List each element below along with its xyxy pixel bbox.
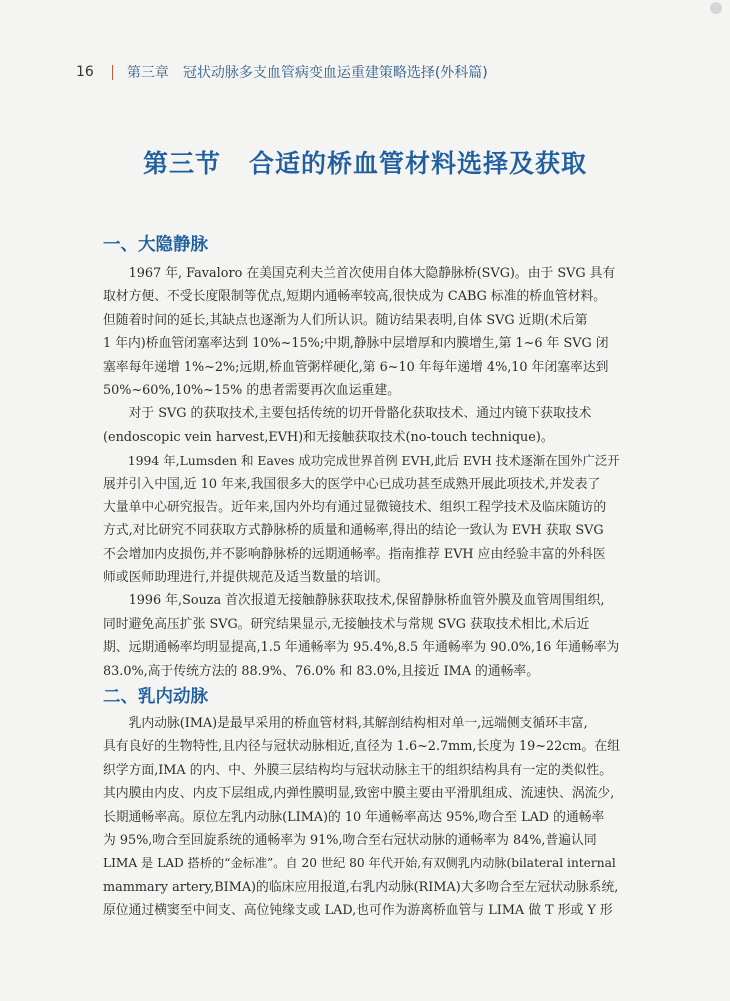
- subsection-heading-great-saphenous-vein: 一、大隐静脉: [103, 235, 208, 255]
- section-number: 第三节: [142, 149, 221, 178]
- text-line: 1996 年,Souza 首次报道无接触静脉获取技术,保留静脉桥血管外膜及血管周围组织,: [103, 593, 605, 609]
- corner-mark: [710, 2, 722, 14]
- text-line: 长期通畅率高。原位左乳内动脉(LIMA)的 10 年通畅率高达 95%,吻合至 LAD 的通畅率: [103, 809, 605, 825]
- text-line: 1 年内)桥血管闭塞率达到 10%~15%;中期,静脉中层增厚和内膜增生,第 1~6 年 SVG 闭: [103, 336, 609, 352]
- subsection-body-internal-mammary-artery: [103, 712, 623, 923]
- text-line: (endoscopic vein harvest,EVH)和无接触获取技术(no-touch technique)。: [103, 429, 554, 445]
- text-line: 同时避免高压扩张 SVG。研究结果显示,无接触技术与常规 SVG 获取技术相比,术后近: [103, 616, 590, 632]
- text-line: 1994 年,Lumsden 和 Eaves 成功完成世界首例 EVH,此后 EVH 技术逐渐在国外广泛开: [103, 453, 620, 469]
- text-line: 1967 年, Favaloro 在美国克利夫兰首次使用自体大隐静脉桥(SVG)。由于 SVG 具有: [103, 266, 616, 281]
- text-line: 不会增加内皮损伤,并不影响静脉桥的远期通畅率。指南推荐 EVH 应由经验丰富的外科医: [103, 546, 606, 562]
- text-line: 其内膜由内皮、内皮下层组成,内弹性膜明显,致密中膜主要由平滑肌组成、流速快、涡流少,: [103, 786, 615, 802]
- text-line: 方式,对比研究不同获取方式静脉桥的质量和通畅率,得出的结论一致认为 EVH 获取 SVG: [103, 523, 604, 539]
- section-title-text: 合适的桥血管材料选择及获取: [249, 149, 588, 178]
- text-line: 为 95%,吻合至回旋系统的通畅率为 91%,吻合至右冠状动脉的通畅率为 84%,普遍认同: [103, 832, 597, 848]
- text-line: 期、远期通畅率均明显提高,1.5 年通畅率为 95.4%,8.5 年通畅率为 90.0%,16 年通畅率为: [103, 640, 620, 656]
- section-title: [0, 144, 730, 180]
- text-line: 取材方便、不受长度限制等优点,短期内通畅率较高,很快成为 CABG 标准的桥血管材料。: [103, 289, 607, 305]
- text-line: 但随着时间的延长,其缺点也逐渐为人们所认识。随访结果表明,自体 SVG 近期(术后第: [103, 312, 588, 328]
- chapter-title: 第三章 冠状动脉多支血管病变血运重建策略选择(外科篇): [126, 65, 488, 81]
- text-line: mammary artery,BIMA)的临床应用报道,右乳内动脉(RIMA)大多吻合至左冠状动脉系统,: [103, 879, 619, 895]
- text-line: 塞率每年递增 1%~2%;远期,桥血管粥样硬化,第 6~10 年每年递增 4%,10 年闭塞率达到: [103, 359, 609, 375]
- text-line: 对于 SVG 的获取技术,主要包括传统的切开骨骼化获取技术、通过内镜下获取技术: [103, 406, 592, 422]
- subsection-heading-internal-mammary-artery: 二、乳内动脉: [103, 687, 208, 707]
- text-line: 83.0%,高于传统方法的 88.9%、76.0% 和 83.0%,且接近 IMA 的通畅率。: [103, 663, 540, 679]
- text-line: 织学方面,IMA 的内、中、外膜三层结构均与冠状动脉主干的组织结构具有一定的类似性。: [103, 762, 613, 778]
- header-divider: [112, 65, 113, 80]
- text-line: LIMA 是 LAD 搭桥的“金标准”。自 20 世纪 80 年代开始,有双侧乳内动脉(bilateral internal: [103, 856, 616, 871]
- text-line: 具有良好的生物特性,且内径与冠状动脉相近,直径为 1.6~2.7mm,长度为 19~22cm。在组: [103, 739, 620, 755]
- text-line: 展并引入中国,近 10 年来,我国很多大的医学中心已成功甚至成熟开展此项技术,并发表了: [103, 476, 601, 492]
- text-line: 乳内动脉(IMA)是最早采用的桥血管材料,其解剖结构相对单一,远端侧支循环丰富,: [103, 716, 588, 731]
- text-line: 师或医师助理进行,并提供规范及适当数量的培训。: [103, 570, 389, 586]
- subsection-body-great-saphenous-vein: [103, 262, 623, 683]
- text-line: 大量单中心研究报告。近年来,国内外均有通过显微镜技术、组织工程学技术及临床随访的: [103, 499, 607, 515]
- page-number: 16: [76, 64, 94, 80]
- text-line: 50%~60%,10%~15% 的患者需要再次血运重建。: [103, 382, 400, 398]
- text-line: 原位通过横窦至中间支、高位钝缘支或 LAD,也可作为游离桥血管与 LIMA 做 T 形或 Y 形: [103, 903, 613, 919]
- running-head: [76, 62, 488, 82]
